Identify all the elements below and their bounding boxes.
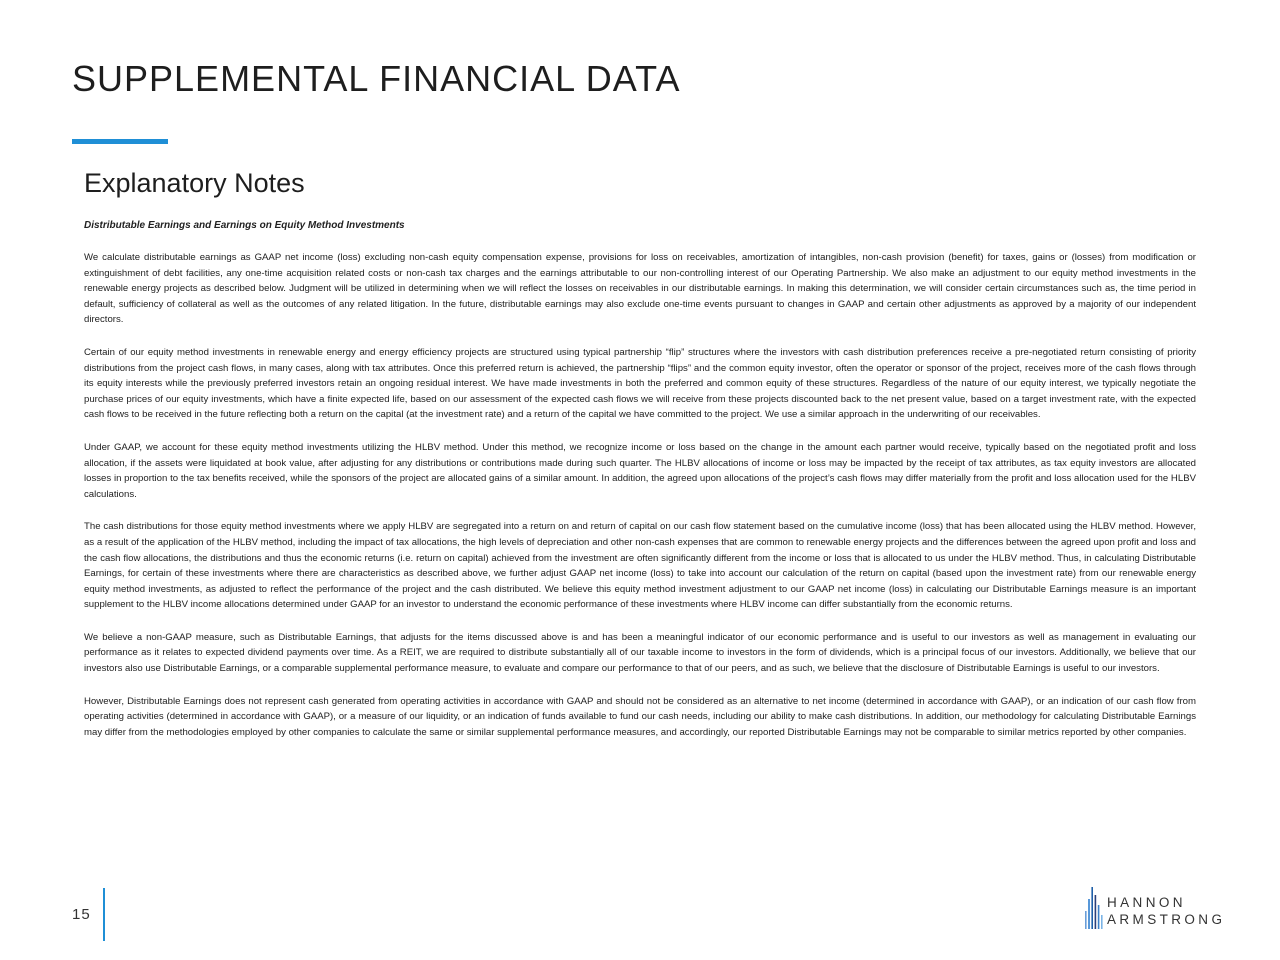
page-title: SUPPLEMENTAL FINANCIAL DATA [72, 58, 681, 99]
section-title: Explanatory Notes [84, 168, 305, 198]
logo-word-hannon: HANNON [1107, 895, 1186, 910]
logo-word-armstrong: ARMSTRONG [1107, 912, 1226, 927]
page-number: 15 [72, 906, 91, 923]
body-text [84, 250, 1196, 757]
subsection-title: Distributable Earnings and Earnings on Equity Method Investments [84, 220, 405, 231]
logo-bars-icon [1085, 885, 1103, 929]
title-accent-bar [72, 139, 168, 144]
paragraph-3: Under GAAP, we account for these equity method investments utilizing the HLBV method. Under this method, we recognize income or loss based on the change in the amount each partner would receive, typically based on the negotiated profit and loss allocation, if the assets were liquidated at book value, after adjusting for any distributions or contributions made during such quarter. The HLBV allocations of income or loss may be impacted by the receipt of tax attributes, as tax equity investors are allocated losses in proportion to the tax benefits received, while the sponsors of the project are allocated gains of a similar amount. In addition, the agreed upon allocations of the project’s cash flows may differ materially from the profit and loss allocation used for the HLBV calculations. [84, 441, 1196, 500]
paragraph-4: The cash distributions for those equity method investments where we apply HLBV are segregated into a return on and return of capital on our cash flow statement based on the cumulative income (loss) that has been allocated using the HLBV method. However, as a result of the application of the HLBV method, including the impact of tax allocations, the high levels of depreciation and other non-cash expenses that are common to renewable energy projects and the differences between the agreed upon profit and loss and the cash flow allocations, the distributions and thus the economic returns (i.e. return on capital) achieved from the investment are often significantly different from the income or loss that is allocated to us under the HLBV method. Thus, in calculating Distributable Earnings, for certain of these investments where there are characteristics as described above, we further adjust GAAP net income (loss) to take into account our calculation of the return on capital (based upon the investment rate) from our renewable energy equity method investments, as adjusted to reflect the performance of the project and the cash distributed. We believe this equity method investment adjustment to our GAAP net income (loss) in calculating our Distributable Earnings measure is an important supplement to the HLBV income allocations determined under GAAP for an investor to understand the economic performance of these investments where HLBV income can differ substantially from the economic returns. [84, 521, 1196, 611]
page-number-divider [103, 888, 105, 941]
company-logo [1085, 885, 1225, 933]
paragraph-5: We believe a non-GAAP measure, such as Distributable Earnings, that adjusts for the items discussed above is and has been a meaningful indicator of our economic performance and is useful to our investors as well as management in evaluating our performance as it relates to expected dividend payments over time. As a REIT, we are required to distribute substantially all of our taxable income to investors in the form of dividends, which is a principal focus of our investors. Additionally, we believe that our investors also use Distributable Earnings, or a comparable supplemental performance measure, to evaluate and compare our performance to that of our peers, and as such, we believe that the disclosure of Distributable Earnings is useful to our investors. [84, 631, 1196, 675]
paragraph-2: Certain of our equity method investments in renewable energy and energy efficiency projects are structured using typical partnership “flip” structures where the investors with cash distribution preferences receive a pre-negotiated return consisting of priority distributions from the project cash flows, in many cases, along with tax attributes. Once this preferred return is achieved, the partnership “flips” and the common equity investor, often the operator or sponsor of the project, receives more of the cash flows through its equity interests while the previously preferred investors retain an ongoing residual interest. We have made investments in both the preferred and common equity of these structures. Regardless of the nature of our equity interest, we typically negotiate the purchase prices of our equity investments, which have a finite expected life, based on our assessment of the expected cash flows we will receive from these projects discounted back to the net present value, based on a target investment rate, with the expected cash flows to be received in the future reflecting both a return on the capital (at the investment rate) and a return of the capital we have committed to the project. We use a similar approach in the underwriting of our receivables. [84, 346, 1196, 421]
paragraph-1: We calculate distributable earnings as GAAP net income (loss) excluding non-cash equity compensation expense, provisions for loss on receivables, amortization of intangibles, non-cash provision (benefit) for taxes, gains or (losses) from modification or extinguishment of debt facilities, any one-time acquisition related costs or non-cash tax charges and the earnings attributable to our non-controlling interest of our Operating Partnership. We also make an adjustment to our equity method investments in the renewable energy projects as described below. Judgment will be utilized in determining when we will reflect the losses on receivables in our distributable earnings. In making this determination, we will consider certain circumstances such as, the time period in default, sufficiency of collateral as well as the outcomes of any related litigation. In the future, distributable earnings may also exclude one-time events pursuant to changes in GAAP and certain other adjustments as approved by a majority of our independent directors. [84, 252, 1196, 326]
paragraph-6: However, Distributable Earnings does not represent cash generated from operating activities in accordance with GAAP and should not be considered as an alternative to net income (determined in accordance with GAAP), or an indication of our cash flow from operating activities (determined in accordance with GAAP), or a measure of our liquidity, or an indication of funds available to fund our cash needs, including our ability to make cash distributions. In addition, our methodology for calculating Distributable Earnings may differ from the methodologies employed by other companies to calculate the same or similar supplemental performance measures, and accordingly, our reported Distributable Earnings may not be comparable to similar metrics reported by other companies. [84, 695, 1196, 738]
